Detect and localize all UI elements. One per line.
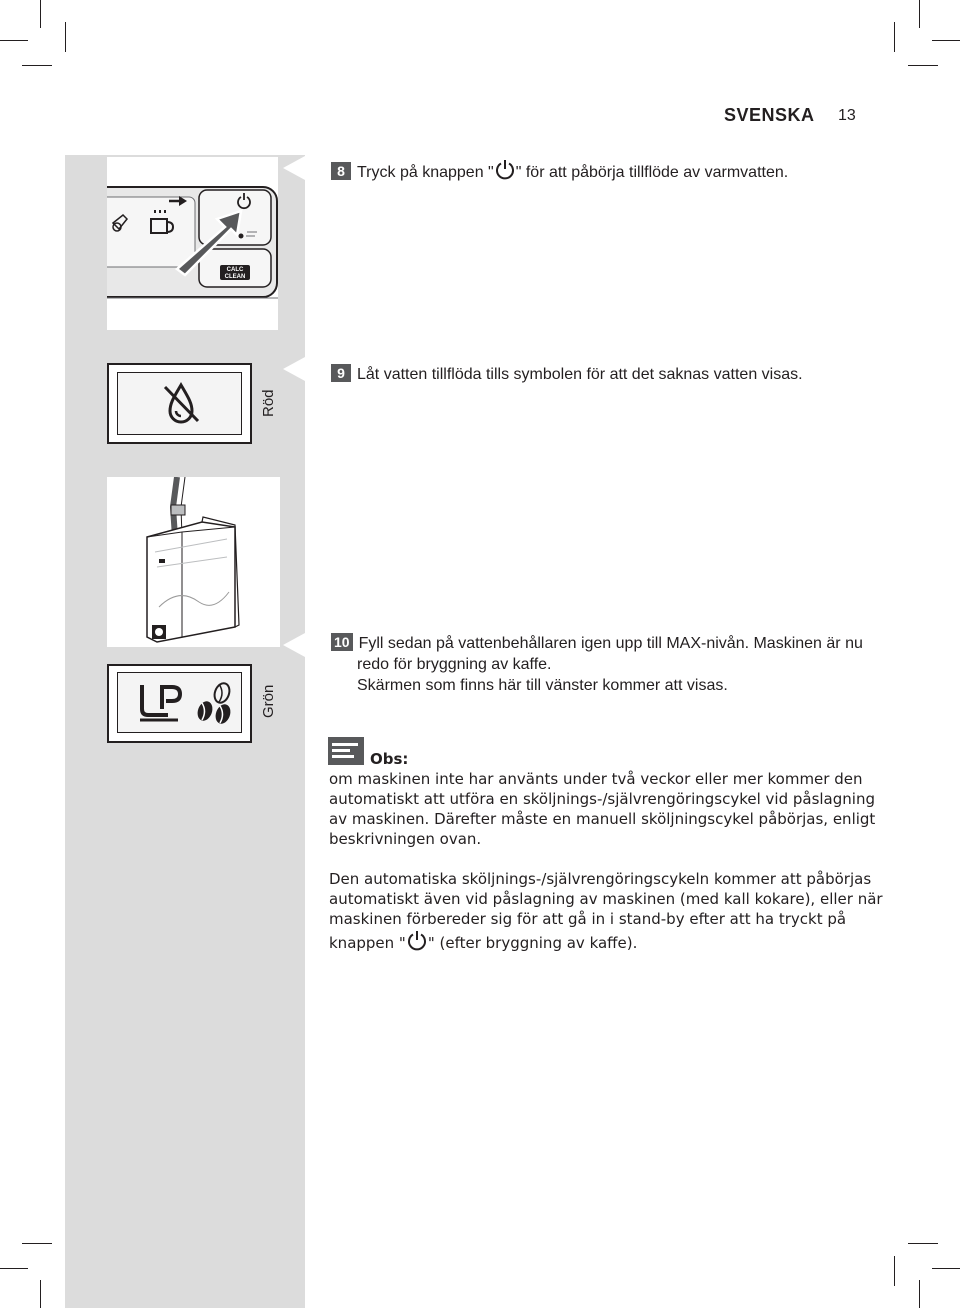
- step-9: [331, 364, 803, 385]
- power-icon: [406, 929, 428, 956]
- language-heading: SVENSKA: [724, 105, 815, 125]
- step-10: [331, 633, 863, 696]
- lcd-no-water-display: [107, 363, 252, 444]
- cup-icon: [138, 683, 188, 723]
- step-number: 10: [331, 633, 353, 651]
- no-water-icon: [162, 381, 202, 427]
- svg-text:CALC: CALC: [226, 267, 244, 273]
- note-paragraph-1: om maskinen inte har använts under två veckor eller mer kommer den automatiskt att utföra en sköljnings-/självrengöringscykel vid påslagning av maskinen. Därefter måste en manuell sköljningscykel påbörjas, enligt beskrivningen ovan.: [329, 770, 876, 848]
- step-number: 9: [331, 364, 351, 382]
- step-text: " för att påbörja tillflöde av varmvatten.: [515, 164, 789, 181]
- svg-text:CLEAN: CLEAN: [224, 274, 246, 280]
- red-label: Röd: [260, 389, 277, 417]
- lcd-screen: [117, 672, 242, 733]
- coffee-beans-icon: [192, 679, 236, 727]
- step-text: Fyll sedan på vattenbehållaren igen upp till MAX-nivån. Maskinen är nu: [358, 635, 863, 652]
- step-number: 8: [331, 162, 351, 180]
- note-icon: [328, 737, 364, 765]
- page-number: 13: [838, 107, 856, 124]
- note-title: Obs:: [370, 750, 409, 768]
- power-icon: [494, 158, 516, 186]
- control-panel-illustration: [107, 157, 278, 330]
- step-text: Tryck på knappen ": [357, 164, 494, 181]
- step-8: [331, 158, 788, 186]
- water-tank-illustration: [107, 477, 280, 647]
- note-paragraph-2: Den automatiska sköljnings-/självrengöringscykeln kommer att påbörjas automatiskt även vid påslagning av maskinen (med kall kokare), eller när maskinen förbereder sig för att gå in i stand-by efter att ha tryckt på knappen " " (efter bryggning av kaffe).: [329, 869, 889, 956]
- lcd-ready-display: [107, 664, 252, 743]
- step-text: Låt vatten tillflöda tills symbolen för att det saknas vatten visas.: [357, 366, 803, 383]
- lcd-screen: [117, 372, 242, 435]
- step-text: redo för bryggning av kaffe.: [357, 656, 552, 673]
- step-text: Skärmen som finns här till vänster kommer att visas.: [357, 677, 728, 694]
- green-label: Grön: [260, 684, 277, 718]
